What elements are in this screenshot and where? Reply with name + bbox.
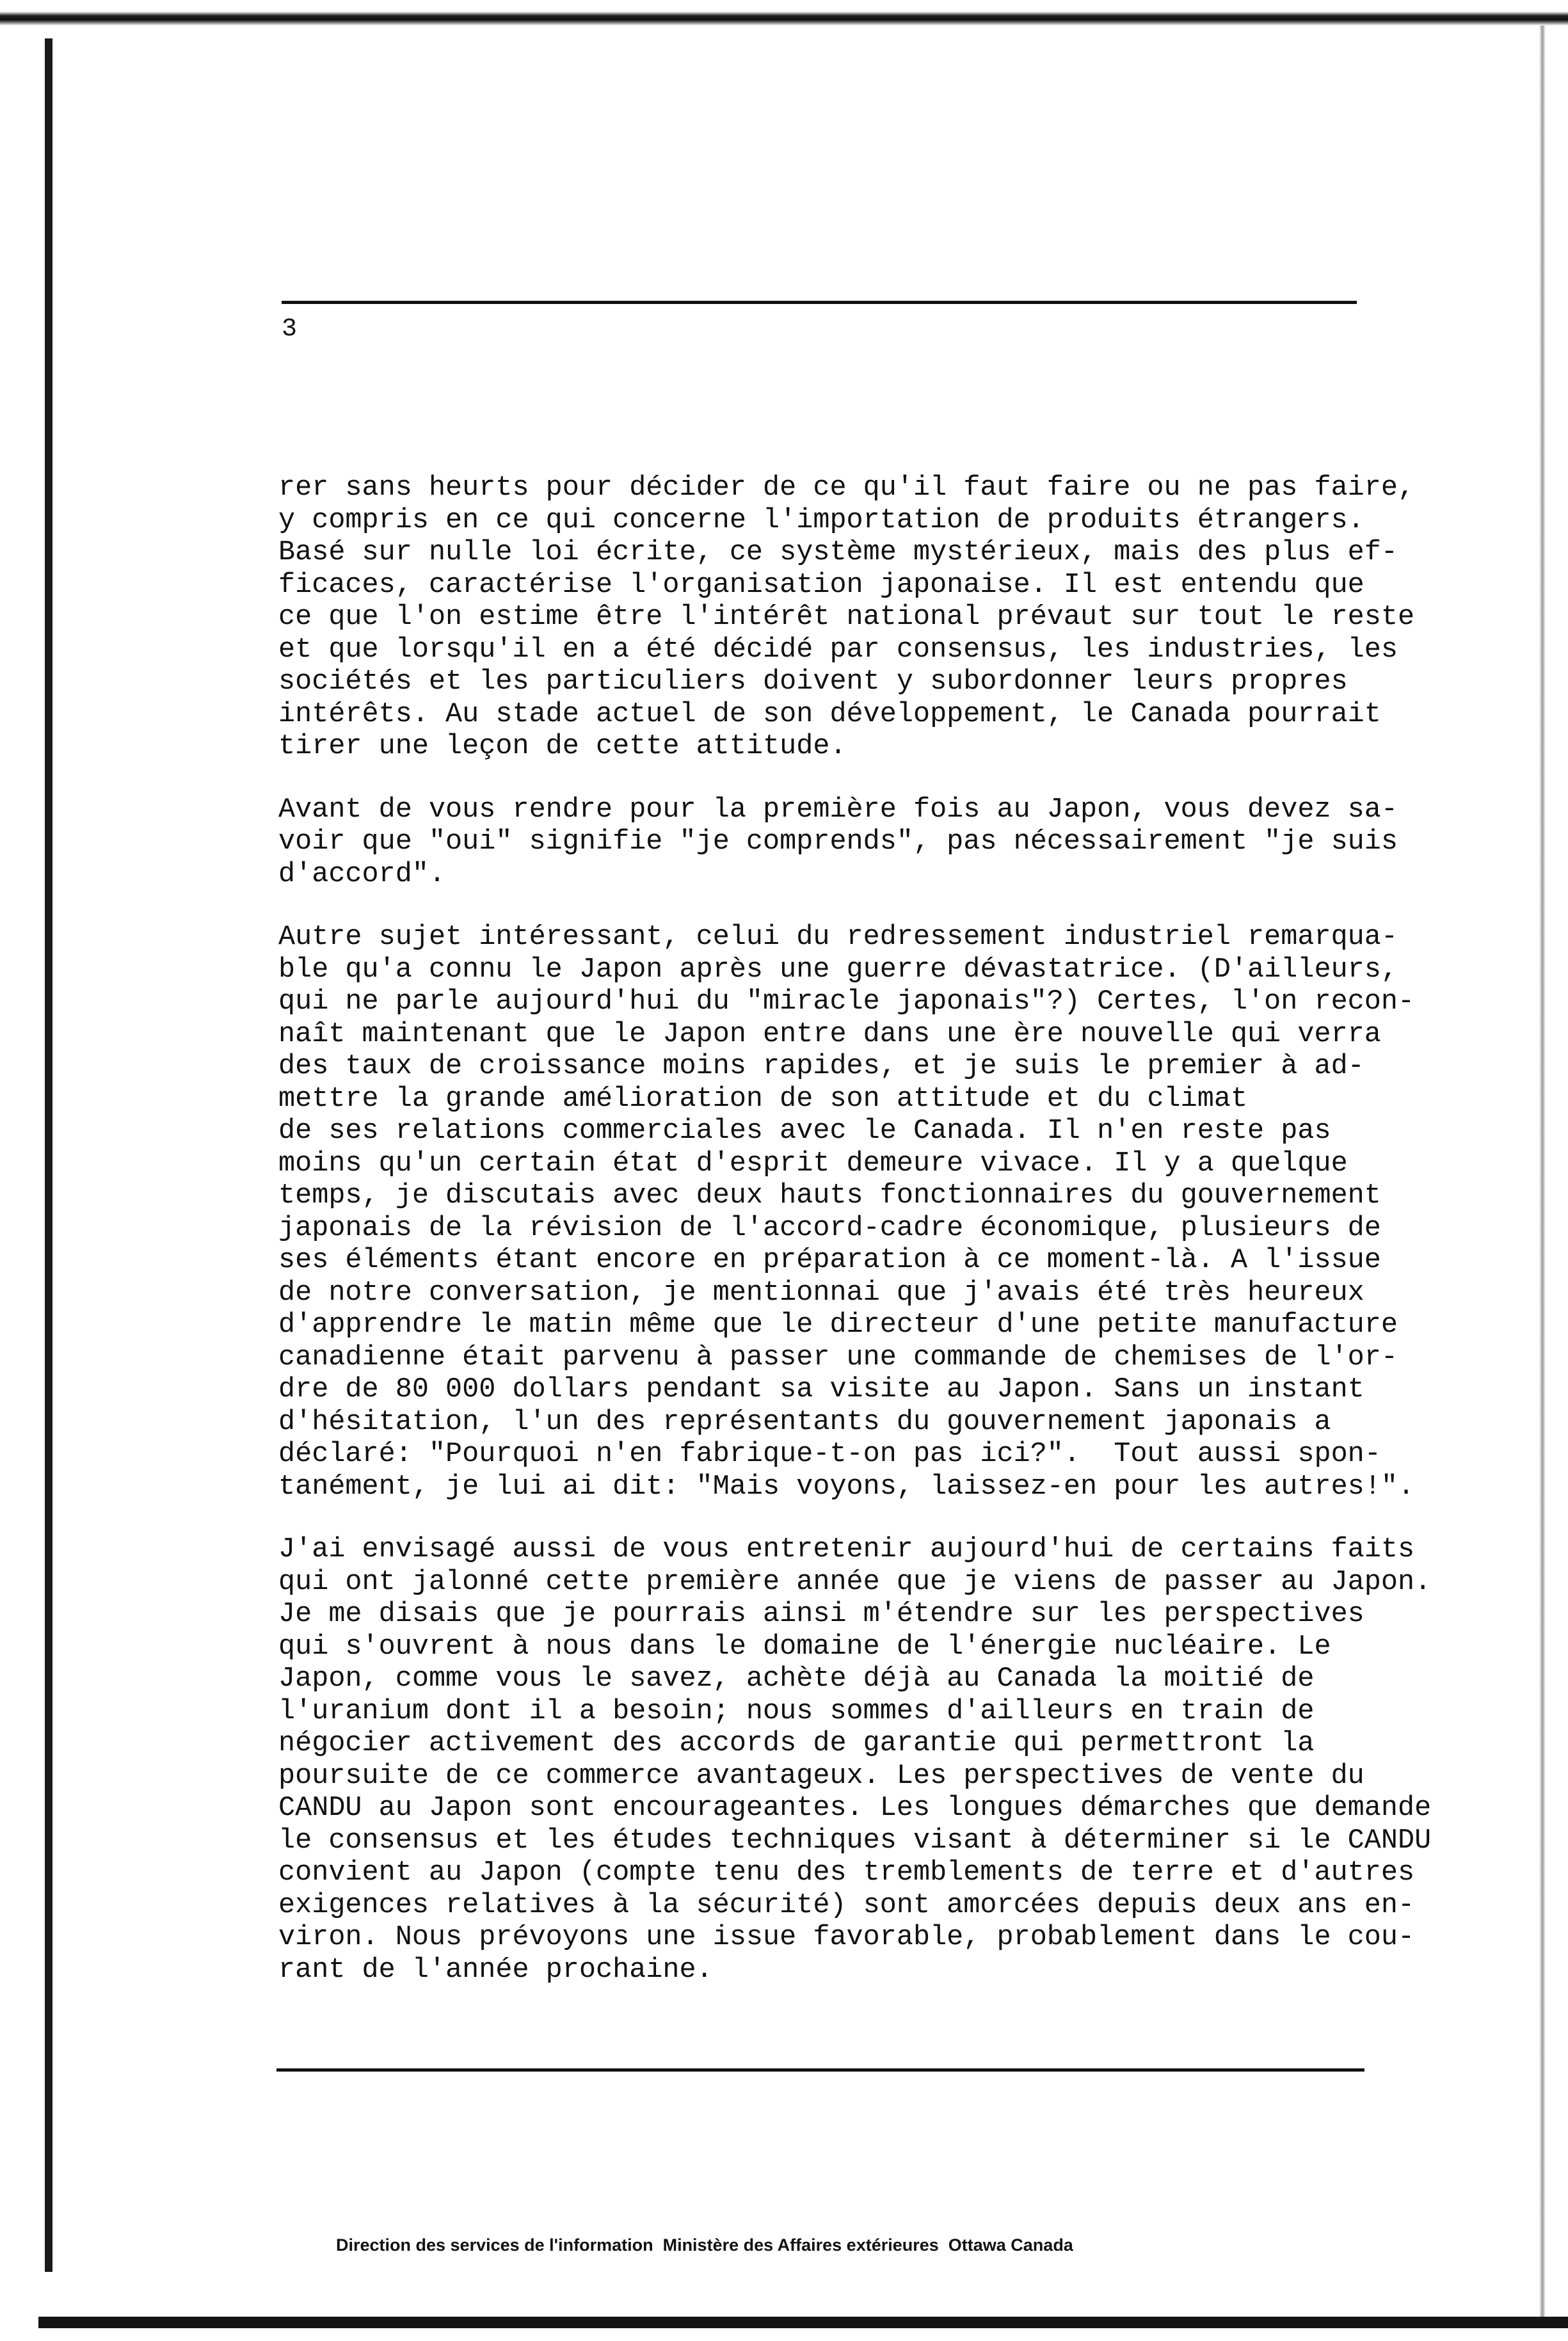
text-line: poursuite de ce commerce avantageux. Les perspectives de vente du [278,1760,1364,1792]
text-line: ce que l'on estime être l'intérêt national prévaut sur tout le reste [278,602,1415,633]
text-line: y compris en ce qui concerne l'importation de produits étrangers. [278,504,1364,536]
footer-rule [276,2068,1364,2072]
scan-border-right [1539,26,1546,2317]
text-line: le consensus et les études techniques visant à déterminer si le CANDU [278,1825,1432,1857]
text-line: déclaré: "Pourquoi n'en fabrique-t-on pas ici?". Tout aussi spon- [278,1439,1381,1470]
text-line: qui ont jalonné cette première année que je viens de passer au Japon. [278,1566,1432,1598]
text-line: d'apprendre le matin même que le directeur d'une petite manufacture [278,1309,1398,1341]
text-line: l'uranium dont il a besoin; nous sommes d'ailleurs en train de [278,1695,1315,1727]
text-line: tirer une leçon de cette attitude. [278,731,847,762]
footer-text: Direction des services de l'information Ministère des Affaires extérieures Ottawa Canada [336,2235,1073,2255]
text-line: de notre conversation, je mentionnai que j'avais été très heureux [278,1277,1364,1309]
text-line: rant de l'année prochaine. [278,1954,713,1986]
text-line: Je me disais que je pourrais ainsi m'étendre sur les perspectives [278,1599,1364,1630]
paragraph [278,794,1398,891]
paragraph [278,472,1415,763]
text-line: intérêts. Au stade actuel de son développement, le Canada pourrait [278,698,1381,730]
text-line: et que lorsqu'il en a été décidé par consensus, les industries, les [278,634,1398,666]
paragraph [278,922,1415,1503]
text-line: ses éléments étant encore en préparation à ce moment-là. A l'issue [278,1245,1381,1276]
text-line: des taux de croissance moins rapides, et je suis le premier à ad- [278,1051,1364,1082]
text-line: Basé sur nulle loi écrite, ce système mystérieux, mais des plus ef- [278,537,1398,568]
scan-border-bottom [38,2317,1568,2328]
paragraph [278,1534,1432,1986]
text-line: de ses relations commerciales avec le Canada. Il n'en reste pas [278,1115,1331,1147]
text-line: naît maintenant que le Japon entre dans une ère nouvelle qui verra [278,1018,1381,1050]
text-line: Japon, comme vous le savez, achète déjà au Canada la moitié de [278,1663,1315,1695]
text-line: négocier activement des accords de garantie qui permettront la [278,1728,1315,1759]
header-rule [282,301,1357,304]
text-line: qui ne parle aujourd'hui du "miracle japonais"?) Certes, l'on recon- [278,986,1415,1018]
text-line: Autre sujet intéressant, celui du redressement industriel remarqua- [278,922,1398,953]
page-number: 3 [282,315,298,344]
text-line: voir que "oui" signifie "je comprends", pas nécessairement "je suis [278,826,1398,858]
text-line: J'ai envisagé aussi de vous entretenir aujourd'hui de certains faits [278,1534,1415,1565]
text-line: tanément, je lui ai dit: "Mais voyons, laissez-en pour les autres!". [278,1471,1415,1503]
text-line: qui s'ouvrent à nous dans le domaine de l'énergie nucléaire. Le [278,1631,1331,1663]
text-line: CANDU au Japon sont encourageantes. Les longues démarches que demande [278,1793,1432,1824]
text-line: exigences relatives à la sécurité) sont amorcées depuis deux ans en- [278,1889,1415,1921]
text-line: temps, je discutais avec deux hauts fonctionnaires du gouvernement [278,1180,1381,1211]
text-line: convient au Japon (compte tenu des tremblements de terre et d'autres [278,1857,1415,1889]
text-line: japonais de la révision de l'accord-cadre économique, plusieurs de [278,1212,1381,1244]
body-text [278,472,1432,2017]
text-line: canadienne était parvenu à passer une commande de chemises de l'or- [278,1341,1398,1373]
scan-border-top [0,12,1568,26]
text-line: moins qu'un certain état d'esprit demeure vivace. Il y a quelque [278,1147,1348,1179]
text-line: d'accord". [278,858,446,890]
text-line: sociétés et les particuliers doivent y subordonner leurs propres [278,666,1348,698]
text-line: dre de 80 000 dollars pendant sa visite au Japon. Sans un instant [278,1374,1364,1405]
text-line: d'hésitation, l'un des représentants du gouvernement japonais a [278,1406,1331,1438]
text-line: rer sans heurts pour décider de ce qu'il faut faire ou ne pas faire, [278,472,1415,504]
text-line: viron. Nous prévoyons une issue favorable, probablement dans le cou- [278,1922,1415,1953]
text-line: ble qu'a connu le Japon après une guerre dévastatrice. (D'ailleurs, [278,954,1398,986]
text-line: ficaces, caractérise l'organisation japonaise. Il est entendu que [278,569,1364,601]
scan-border-left [45,38,52,2272]
text-line: mettre la grande amélioration de son attitude et du climat [278,1083,1248,1115]
text-line: Avant de vous rendre pour la première fois au Japon, vous devez sa- [278,794,1398,826]
